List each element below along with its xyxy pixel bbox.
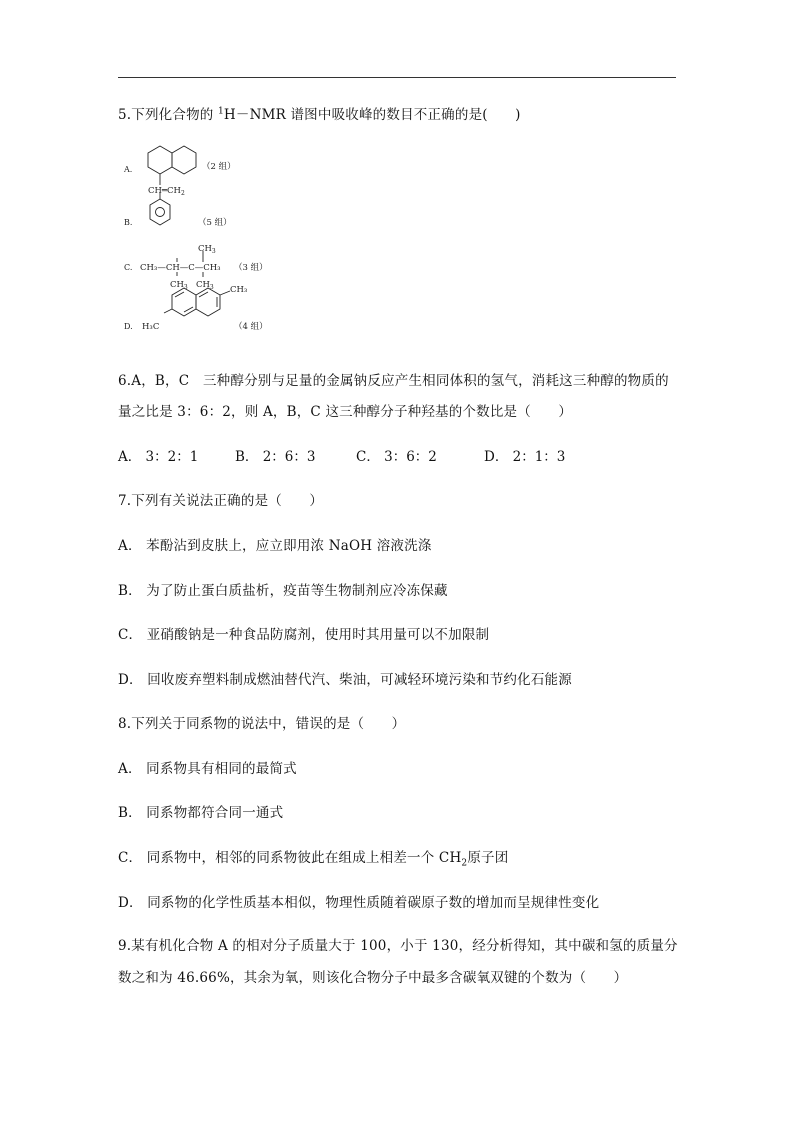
- question-7-option-a[interactable]: A． 苯酚沾到皮肤上，应立即用浓 NaOH 溶液洗涤: [118, 538, 432, 554]
- question-6-stem-line-2: 量之比是 3：6：2，则 A，B，C 这三种醇分子种羟基的个数比是（ ）: [118, 404, 573, 420]
- option-a-count: （2 组）: [202, 162, 236, 172]
- option-a-substituent: $CH═CH_2$: [148, 186, 185, 197]
- option-c-count: （3 组）: [234, 263, 268, 273]
- option-c-bottom-methyl-1: $CH_3$: [170, 280, 188, 291]
- option-b-count: （5 组）: [198, 218, 232, 228]
- question-7-option-d[interactable]: D． 回收废弃塑料制成燃油替代汽、柴油，可减轻环境污染和节约化石能源: [118, 672, 572, 688]
- option-c-label: C.: [124, 263, 133, 272]
- question-7-option-b[interactable]: B． 为了防止蛋白质盐析，疫苗等生物制剂应冷冻保藏: [118, 583, 448, 599]
- option-c-formula: CH₃—CH—C—CH₃: [140, 263, 221, 273]
- option-c-bottom-methyl-2: $CH_3$: [196, 280, 214, 291]
- question-9-stem-line-1: 9.某有机化合物 A 的相对分子质量大于 100，小于 130，经分析得知，其中碳和氢的质量分: [118, 938, 678, 954]
- option-a-label: A.: [124, 165, 133, 174]
- option-b-label: B.: [124, 218, 133, 227]
- question-5-stem: 5.下列化合物的 $^1$H－NMR 谱图中吸收峰的数目不正确的是( ): [118, 106, 521, 123]
- question-9-stem-line-2: 数之和为 46.66%，其余为氧，则该化合物分子中最多含碳氧双键的个数为（ ）: [118, 970, 628, 986]
- question-7-option-c[interactable]: C． 亚硝酸钠是一种食品防腐剂，使用时其用量可以不加限制: [118, 627, 490, 643]
- question-8-option-d[interactable]: D． 同系物的化学性质基本相似，物理性质随着碳原子数的增加而呈规律性变化: [118, 895, 600, 911]
- question-8-option-c[interactable]: C． 同系物中，相邻的同系物彼此在组成上相差一个 $CH_2$原子团: [118, 850, 509, 869]
- question-6-option-b[interactable]: B． 2：6：3: [235, 449, 316, 465]
- question-6-option-c[interactable]: C． 3：6：2: [356, 449, 437, 465]
- question-7-stem: 7.下列有关说法正确的是（ ）: [118, 493, 324, 509]
- option-c-top-methyl: $CH_3$: [198, 244, 216, 255]
- question-8-option-a[interactable]: A． 同系物具有相同的最简式: [118, 761, 297, 777]
- question-6-option-d[interactable]: D． 2：1：3: [484, 449, 566, 465]
- question-6-stem-line-1: 6.A，B，C 三种醇分别与足量的金属钠反应产生相同体积的氢气，消耗这三种醇的物质的: [118, 373, 669, 389]
- option-d-label: D.: [124, 322, 133, 331]
- question-8-stem: 8.下列关于同系物的说法中，错误的是（ ）: [118, 716, 406, 732]
- question-5-structures-figure: [120, 145, 280, 340]
- header-rule: [118, 77, 676, 78]
- option-d-count: （4 组）: [234, 322, 268, 332]
- option-d-methyl-right: CH₃: [230, 285, 248, 295]
- question-8-option-b[interactable]: B． 同系物都符合同一通式: [118, 805, 284, 821]
- question-6-option-a[interactable]: A． 3：2：1: [118, 449, 199, 465]
- option-d-methyl-left: H₃C: [142, 322, 160, 332]
